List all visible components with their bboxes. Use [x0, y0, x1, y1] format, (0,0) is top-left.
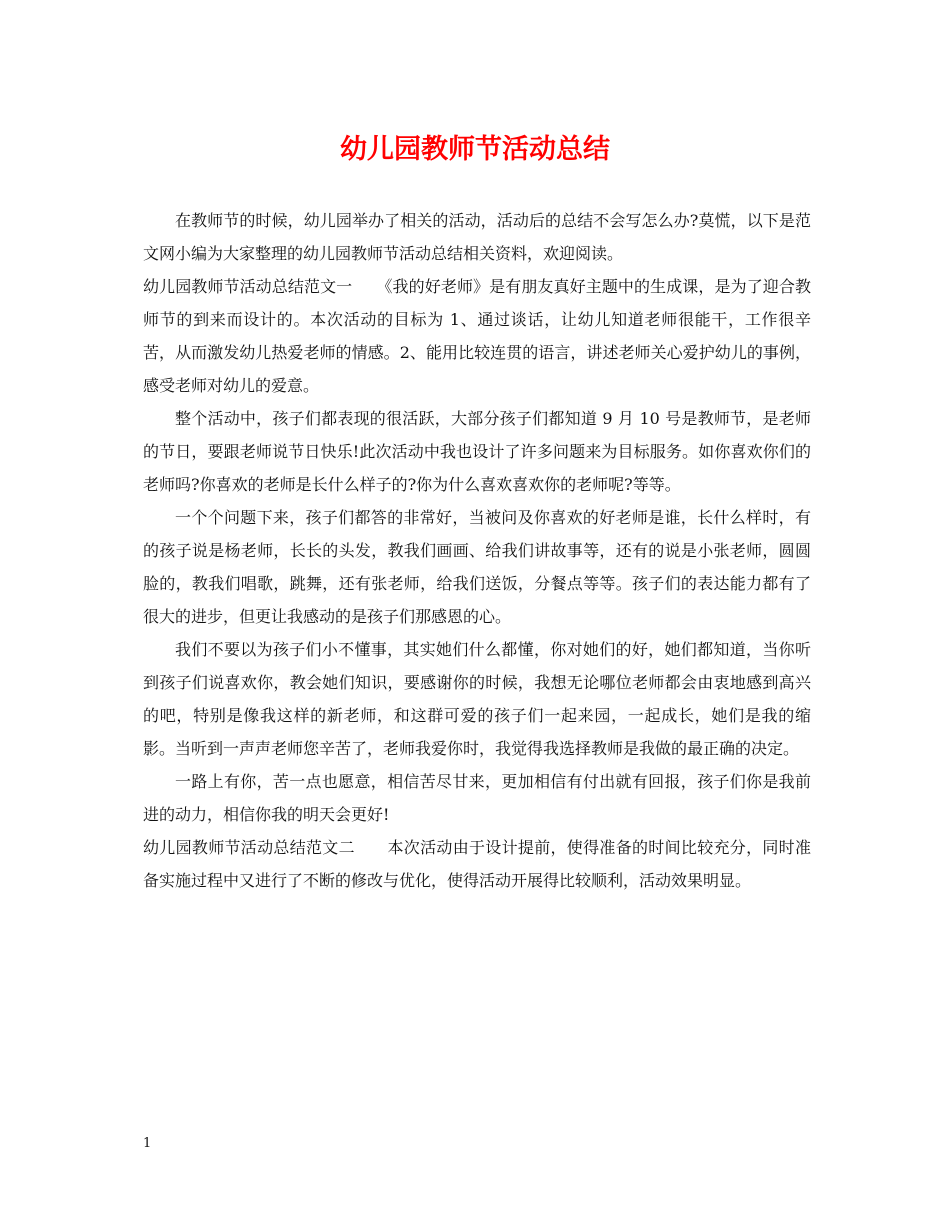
paragraph-sample-two: 幼儿园教师节活动总结范文二 本次活动由于设计提前，使得准备的时间比较充分，同时准备实施过程中又进行了不断的修改与优化，使得活动开展得比较顺利，活动效果明显。 — [143, 838, 811, 890]
paragraph-reflection: 我们不要以为孩子们小不懂事，其实她们什么都懂，你对她们的好，她们都知道，当你听到孩子们说喜欢你，教会她们知识，要感谢你的时候，我想无论哪位老师都会由衷地感到高兴的吧，特别是像我这样的新老师，和这群可爱的孩子们一起来园，一起成长，她们是我的缩影。当听到一声声老师您辛苦了，老师我爱你时，我觉得我选择教师是我做的最正确的决定。 — [143, 640, 811, 758]
paragraph-sample-one: 幼儿园教师节活动总结范文一 《我的好老师》是有朋友真好主题中的生成课，是为了迎合教师节的到来而设计的。本次活动的目标为 1、通过谈话，让幼儿知道老师很能干，工作很辛苦，从而激发幼儿热爱老师的情感。2、能用比较连贯的语言，讲述老师关心爱护幼儿的事例，感受老师对幼儿的爱意。 — [143, 277, 811, 395]
paragraph-intro: 在教师节的时候，幼儿园举办了相关的活动，活动后的总结不会写怎么办?莫慌，以下是范文网小编为大家整理的幼儿园教师节活动总结相关资料，欢迎阅读。 — [143, 211, 811, 263]
paragraph-activity: 整个活动中，孩子们都表现的很活跃，大部分孩子们都知道 9 月 10 号是教师节，是老师的节日，要跟老师说节日快乐!此次活动中我也设计了许多问题来为目标服务。如你喜欢你们的老师吗?你喜欢的老师是长什么样子的?你为什么喜欢喜欢你的老师呢?等等。 — [143, 409, 811, 494]
paragraph-encouragement: 一路上有你，苦一点也愿意，相信苦尽甘来，更加相信有付出就有回报，孩子们你是我前进的动力，相信你我的明天会更好! — [143, 772, 811, 824]
document-title: 幼儿园教师节活动总结 — [340, 134, 610, 165]
page-number: 1 — [143, 1136, 152, 1151]
paragraph-questions: 一个个问题下来，孩子们都答的非常好，当被问及你喜欢的好老师是谁，长什么样时，有的孩子说是杨老师，长长的头发，教我们画画、给我们讲故事等，还有的说是小张老师，圆圆脸的，教我们唱歌，跳舞，还有张老师，给我们送饭，分餐点等等。孩子们的表达能力都有了很大的进步，但更让我感动的是孩子们那感恩的心。 — [143, 508, 811, 626]
document-body — [143, 204, 811, 897]
